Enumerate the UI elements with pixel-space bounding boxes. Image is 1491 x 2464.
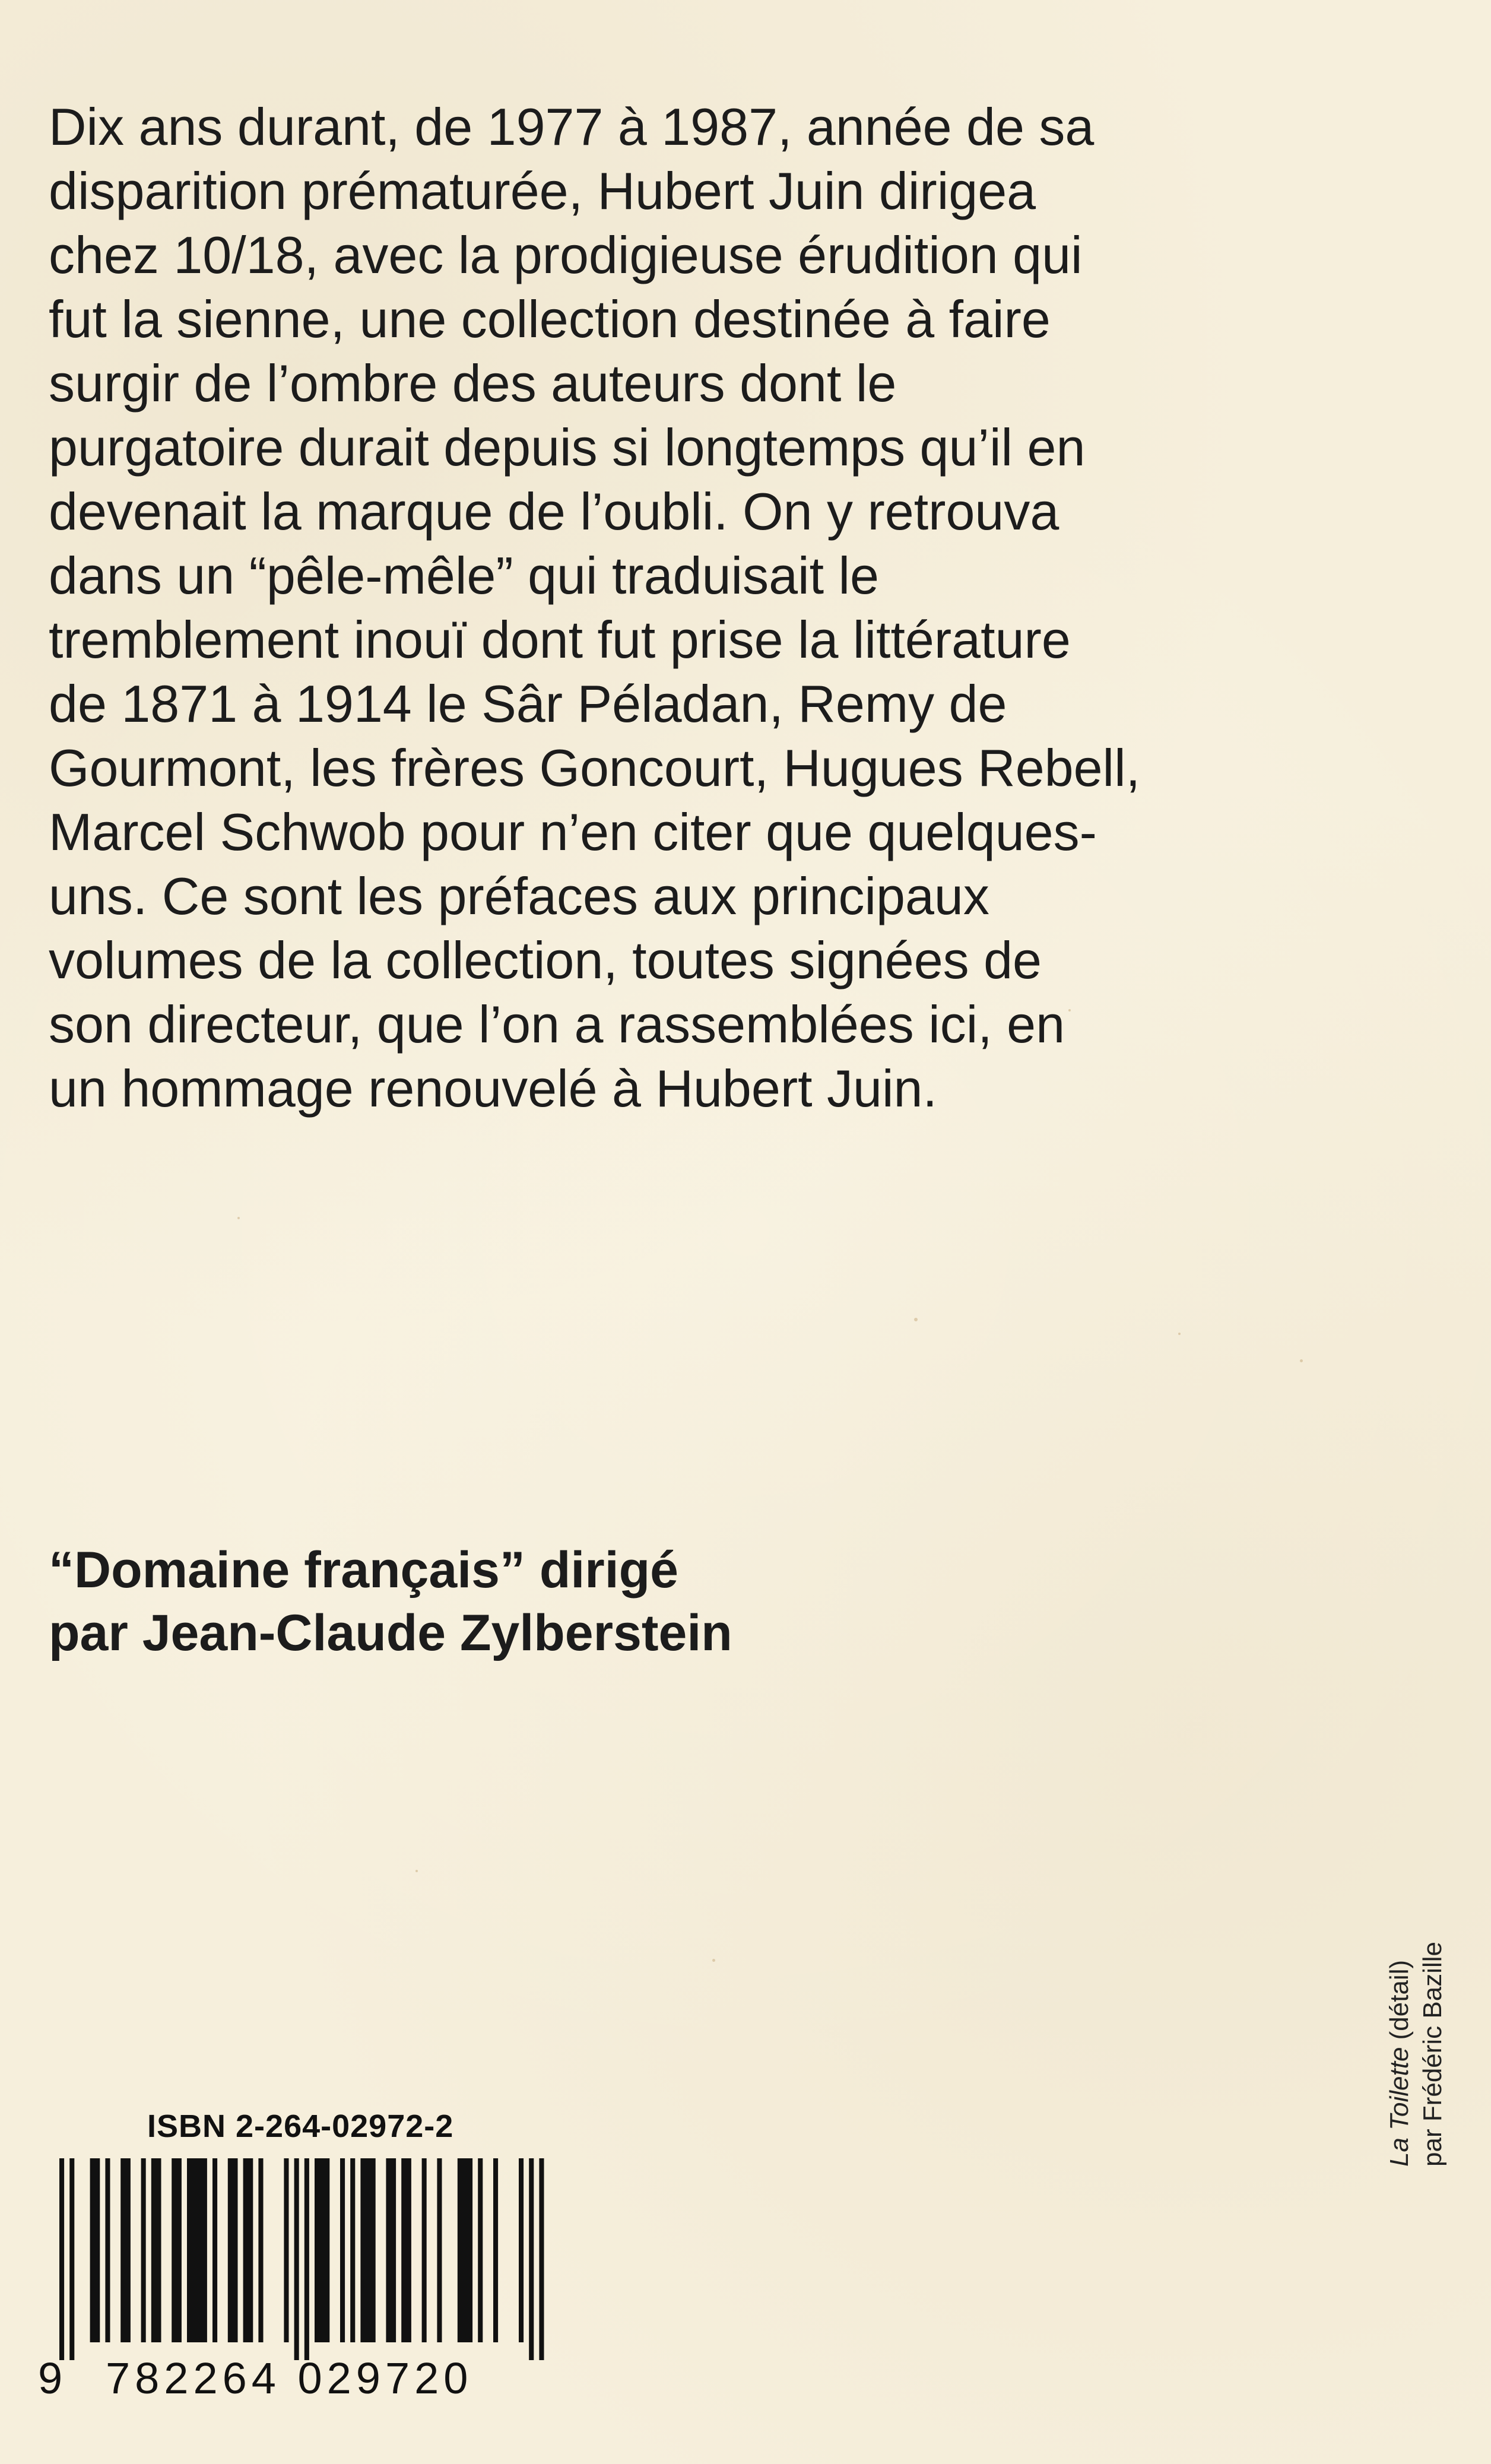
barcode-bar bbox=[120, 2158, 131, 2342]
barcode-bar bbox=[212, 2158, 217, 2342]
blurb-line: chez 10/18, avec la prodigieuse érudition qui bbox=[49, 226, 1083, 284]
barcode-bar bbox=[386, 2158, 396, 2342]
paper-speck bbox=[1178, 1333, 1181, 1335]
blurb-line: Dix ans durant, de 1977 à 1987, année de sa bbox=[49, 97, 1095, 156]
blurb-line: disparition prématurée, Hubert Juin dirigea bbox=[49, 161, 1036, 220]
barcode-bar bbox=[59, 2158, 64, 2360]
paper-speck bbox=[1068, 1009, 1071, 1011]
barcode-bar bbox=[141, 2158, 146, 2342]
isbn-label: ISBN 2-264-02972-2 bbox=[147, 2108, 454, 2144]
barcode-bar bbox=[478, 2158, 483, 2342]
paper-speck bbox=[1300, 1359, 1303, 1362]
artwork-title: La Toilette bbox=[1385, 2047, 1414, 2167]
cover-art-credit bbox=[1383, 1858, 1460, 2167]
barcode-first-digit: 9 bbox=[38, 2354, 63, 2403]
blurb-line: un hommage renouvelé à Hubert Juin. bbox=[49, 1059, 937, 1118]
barcode-bar bbox=[69, 2158, 74, 2360]
barcode-bar bbox=[315, 2158, 329, 2342]
blurb-line: tremblement inouï dont fut prise la littérature bbox=[49, 610, 1071, 669]
paper-speck bbox=[914, 1318, 918, 1321]
barcode-number: 782264 029720 bbox=[106, 2354, 473, 2403]
blurb-line: uns. Ce sont les préfaces aux principaux bbox=[49, 867, 989, 925]
barcode-bar bbox=[529, 2158, 534, 2360]
barcode-bar bbox=[458, 2158, 472, 2342]
barcode-bar bbox=[304, 2158, 309, 2360]
barcode-bar bbox=[243, 2158, 253, 2342]
blurb-line: fut la sienne, une collection destinée à faire bbox=[49, 290, 1051, 348]
blurb-line: volumes de la collection, toutes signées de bbox=[49, 931, 1042, 990]
barcode-bar bbox=[340, 2158, 345, 2342]
barcode-bar bbox=[350, 2158, 355, 2342]
blurb-line: Gourmont, les frères Goncourt, Hugues Rebell, bbox=[49, 738, 1141, 797]
blurb-line: son directeur, que l’on a rassemblées ici, en bbox=[49, 995, 1065, 1054]
barcode-digits bbox=[0, 2352, 558, 2405]
barcode-bar bbox=[294, 2158, 299, 2360]
collection-credit bbox=[49, 1539, 732, 1664]
blurb-text bbox=[49, 95, 1378, 1121]
barcode-bar bbox=[493, 2158, 498, 2342]
barcode-bar bbox=[172, 2158, 182, 2342]
barcode-bar bbox=[539, 2158, 544, 2360]
blurb-line: dans un “pêle-mêle” qui traduisait le bbox=[49, 546, 879, 605]
barcode-bar bbox=[360, 2158, 375, 2342]
barcode-bar bbox=[422, 2158, 427, 2342]
paper-speck bbox=[415, 1870, 418, 1872]
blurb-line: Marcel Schwob pour n’en citer que quelques- bbox=[49, 803, 1097, 861]
blurb-line: surgir de l’ombre des auteurs dont le bbox=[49, 354, 897, 413]
barcode-bar bbox=[228, 2158, 238, 2342]
barcode-bar bbox=[151, 2158, 161, 2342]
barcode-bar bbox=[187, 2158, 207, 2342]
blurb-line: purgatoire durait depuis si longtemps qu’il en bbox=[49, 418, 1086, 477]
barcode-bar bbox=[437, 2158, 442, 2342]
blurb-line: de 1871 à 1914 le Sâr Péladan, Remy de bbox=[49, 674, 1007, 733]
collection-name: “Domaine français” dirigé bbox=[49, 1542, 678, 1599]
paper-speck bbox=[712, 1959, 715, 1962]
barcode-bar bbox=[258, 2158, 263, 2342]
barcode-bar bbox=[105, 2158, 110, 2342]
artwork-artist: par Frédéric Bazille bbox=[1418, 1941, 1447, 2167]
blurb-line: devenait la marque de l’oubli. On y retrouva bbox=[49, 482, 1059, 541]
barcode-bar bbox=[401, 2158, 411, 2342]
collection-director: par Jean-Claude Zylberstein bbox=[49, 1604, 732, 1661]
barcode-bar bbox=[284, 2158, 288, 2342]
artwork-detail: (détail) bbox=[1385, 1959, 1414, 2047]
artwork-title-line bbox=[1383, 1858, 1416, 2167]
barcode-bar bbox=[90, 2158, 100, 2342]
barcode-bar bbox=[519, 2158, 524, 2342]
paper-speck bbox=[237, 1217, 240, 1219]
